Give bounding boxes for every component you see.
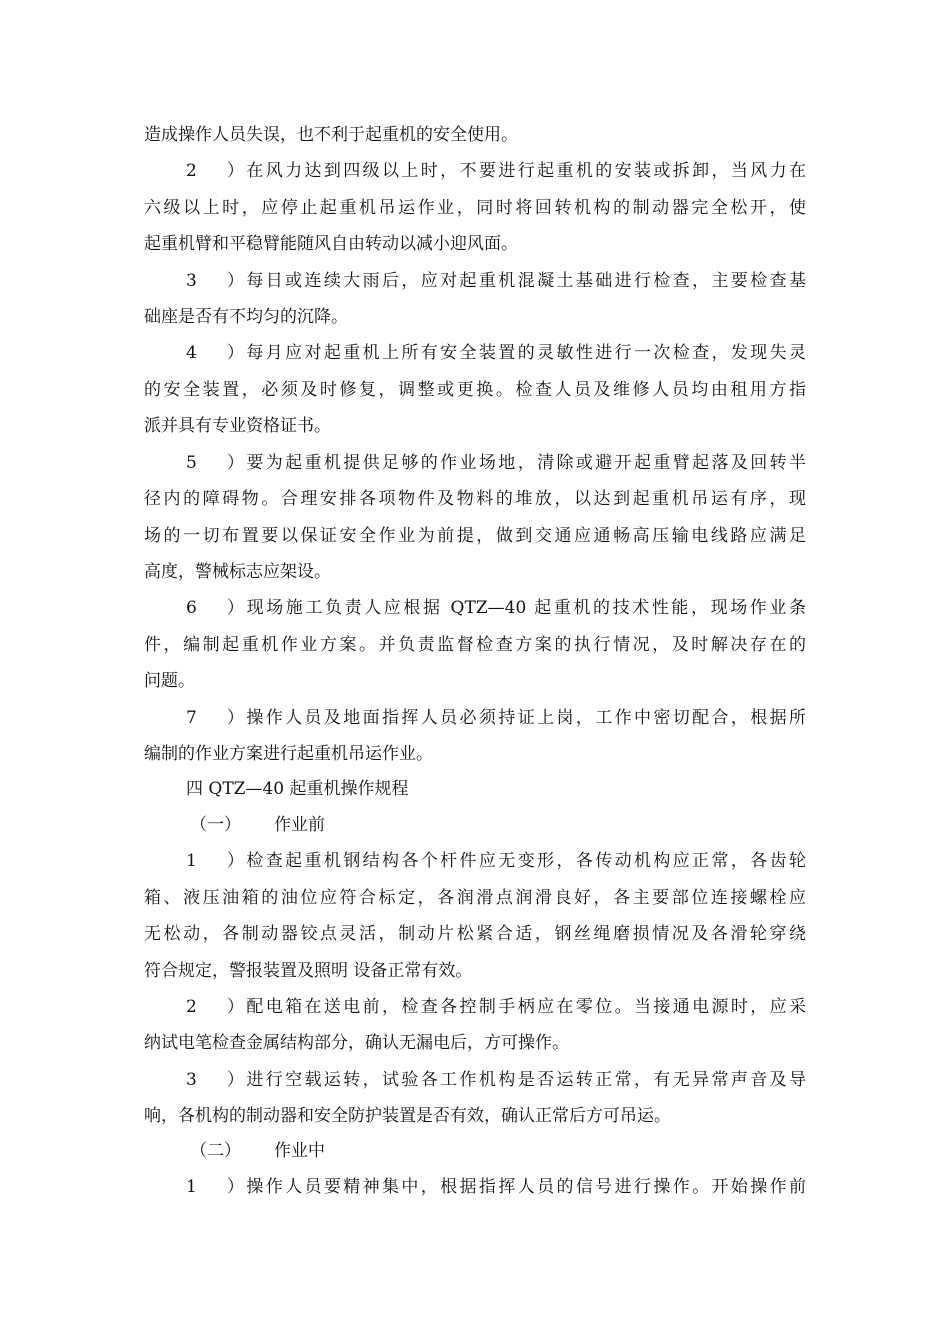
text-line xyxy=(144,923,806,945)
line-text: 操作人员及地面指挥人员必须持证上岗，工作中密切配合，根据所 xyxy=(244,708,806,728)
list-item-3b-line-1 xyxy=(186,1069,806,1091)
list-number: 4） xyxy=(186,343,244,363)
text-line xyxy=(144,379,806,401)
line-text: 无松动，各制动器铰点灵活，制动片松紧合适，钢丝绳磨损情况及各滑轮穿绕 xyxy=(144,924,806,944)
line-text: 操作人员要精神集中，根据指挥人员的信号进行操作。开始操作前 xyxy=(244,1177,806,1197)
line-text: 符合规定，警报装置及照明 设备正常有效。 xyxy=(144,961,473,981)
line-text: 在风力达到四级以上时，不要进行起重机的安装或拆卸，当风力在 xyxy=(244,161,806,181)
line-text: 进行空载运转，试验各工作机构是否运转正常，有无异常声音及导 xyxy=(244,1070,806,1090)
text-line xyxy=(144,887,806,909)
line-text: 础座是否有不均匀的沉降。 xyxy=(144,307,348,327)
text-line xyxy=(144,670,806,692)
line-text: 问题。 xyxy=(144,671,195,691)
list-number: 7） xyxy=(186,708,244,728)
list-item-7-line-1 xyxy=(186,707,806,729)
text-line xyxy=(144,1105,806,1127)
line-text: 响，各机构的制动器和安全防护装置是否有效，确认正常后方可吊运。 xyxy=(144,1106,671,1126)
text-line xyxy=(144,488,806,510)
text-line xyxy=(144,960,806,982)
section-heading xyxy=(186,778,806,800)
line-text: 纳试电笔检查金属结构部分，确认无漏电后，方可操作。 xyxy=(144,1033,569,1053)
list-item-4-line-1 xyxy=(186,342,806,364)
line-text: 派并具有专业资格证书。 xyxy=(144,416,331,436)
list-number: 3） xyxy=(186,271,244,291)
list-number: 2） xyxy=(186,161,244,181)
subsection-heading-before xyxy=(190,814,806,836)
text-line xyxy=(144,124,806,146)
line-text: 造成操作人员失误，也不利于起重机的安全使用。 xyxy=(144,125,518,145)
line-text: 检查起重机钢结构各个杆件应无变形，各传动机构应正常，各齿轮 xyxy=(244,851,806,871)
list-number: 1） xyxy=(186,851,244,871)
list-item-5-line-1 xyxy=(186,452,806,474)
line-text: 编制的作业方案进行起重机吊运作业。 xyxy=(144,744,433,764)
list-number: 3） xyxy=(186,1070,244,1090)
list-number: 1） xyxy=(186,1177,244,1197)
list-item-3-line-1 xyxy=(186,270,806,292)
list-item-6-line-1 xyxy=(186,597,806,619)
line-text: 要为起重机提供足够的作业场地，清除或避开起重臂起落及回转半 xyxy=(244,453,806,473)
line-text: 每日或连续大雨后，应对起重机混凝土基础进行检查，主要检查基 xyxy=(244,271,806,291)
line-text: 高度，警械标志应架设。 xyxy=(144,562,331,582)
line-text: 箱、液压油箱的油位应符合标定，各润滑点润滑良好，各主要部位连接螺栓应 xyxy=(144,888,806,908)
heading-text: 作业中 xyxy=(274,1141,325,1161)
line-text: 径内的障碍物。合理安排各项物件及物料的堆放，以达到起重机吊运有序，现 xyxy=(144,489,806,509)
list-number: 2） xyxy=(186,997,244,1017)
line-text: 件，编制起重机作业方案。并负责监督检查方案的执行情况，及时解决存在的 xyxy=(144,635,806,655)
line-text: 配电箱在送电前，检查各控制手柄应在零位。当接通电源时，应采 xyxy=(244,997,806,1017)
text-line xyxy=(144,306,806,328)
line-text: 现场施工负责人应根据 QTZ—40 起重机的技术性能，现场作业条 xyxy=(244,598,806,618)
list-item-1-line-1 xyxy=(186,850,806,872)
text-line xyxy=(144,197,806,219)
text-line xyxy=(144,415,806,437)
heading-text: 作业前 xyxy=(274,815,325,835)
line-text: 的安全装置，必须及时修复，调整或更换。检查人员及维修人员均由租用方指 xyxy=(144,380,806,400)
list-number: 5） xyxy=(186,453,244,473)
line-text: 每月应对起重机上所有安全装置的灵敏性进行一次检查，发现失灵 xyxy=(244,343,806,363)
text-line xyxy=(144,525,806,547)
subsection-heading-during xyxy=(190,1140,806,1162)
text-line xyxy=(144,1032,806,1054)
line-text: 起重机臂和平稳臂能随风自由转动以减小迎风面。 xyxy=(144,234,518,254)
list-number: 6） xyxy=(186,598,244,618)
list-item-2b-line-1 xyxy=(186,996,806,1018)
list-item-1b-line-1 xyxy=(186,1176,806,1198)
line-text: 六级以上时，应停止起重机吊运作业，同时将回转机构的制动器完全松开，使 xyxy=(144,198,806,218)
line-text: 场的一切布置要以保证安全作业为前提，做到交通应通畅高压输电线路应满足 xyxy=(144,526,806,546)
list-item-2-line-1 xyxy=(186,160,806,182)
text-line xyxy=(144,743,806,765)
text-line xyxy=(144,634,806,656)
text-line xyxy=(144,233,806,255)
subsection-number: （二） xyxy=(190,1141,241,1161)
text-line xyxy=(144,561,806,583)
subsection-number: （一） xyxy=(190,815,241,835)
heading-text: 四 QTZ—40 起重机操作规程 xyxy=(186,779,409,799)
